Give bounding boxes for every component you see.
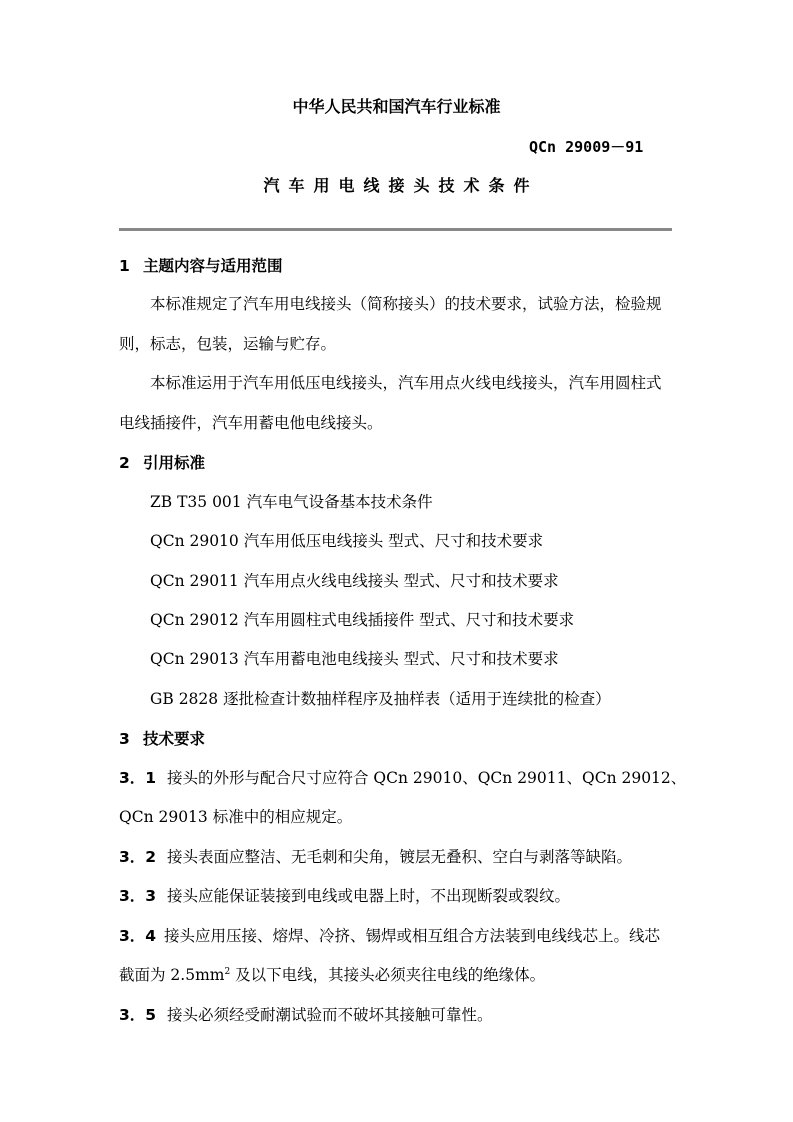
standard-org-title: 中华人民共和国汽车行业标准 [292, 97, 501, 116]
reference-item: QCn 29011 汽车用点火线电线接头 型式、尺寸和技术要求 [150, 572, 559, 590]
reference-item: ZB T35 001 汽车电气设备基本技术条件 [150, 493, 433, 511]
clause-number: 3．3 [119, 887, 157, 905]
section-number: 2 [119, 454, 130, 472]
clause-number: 3．4 [119, 927, 157, 945]
clause-3-5 [119, 1005, 493, 1025]
reference-item: QCn 29012 汽车用圆柱式电线插接件 型式、尺寸和技术要求 [150, 611, 575, 629]
clause-text: 接头应用压接、熔焊、冷挤、锡焊或相互组合方法装到电线线芯上。线芯 [164, 927, 661, 945]
section-3-heading [119, 729, 205, 749]
header-divider [119, 228, 672, 231]
clause-text-part: 及以下电线，其接头必须夹往电线的绝缘体。 [230, 966, 546, 984]
paragraph-line: 则，标志，包装，运输与贮存。 [119, 335, 337, 353]
document-title: 汽车用电线接头技术条件 [263, 176, 539, 195]
section-title: 技术要求 [143, 730, 206, 748]
section-title: 主题内容与适用范围 [143, 257, 283, 275]
clause-text: 接头应能保证装接到电线或电器上时，不出现断裂或裂纹。 [167, 887, 571, 905]
clause-continuation [119, 965, 545, 985]
clause-text: 接头必须经受耐潮试验而不破坏其接触可靠性。 [167, 1006, 493, 1024]
clause-text-part: 截面为 2.5mm [119, 966, 225, 984]
reference-item: QCn 29010 汽车用低压电线接头 型式、尺寸和技术要求 [150, 532, 544, 550]
section-title: 引用标准 [143, 454, 206, 472]
clause-number: 3．1 [119, 769, 157, 787]
clause-continuation: QCn 29013 标准中的相应规定。 [119, 808, 353, 826]
clause-3-2 [119, 847, 632, 867]
paragraph-line: 本标准运用于汽车用低压电线接头，汽车用点火线电线接头，汽车用圆柱式 [150, 374, 662, 392]
clause-number: 3．2 [119, 848, 157, 866]
section-2-heading [119, 453, 205, 473]
section-1-heading [119, 256, 283, 276]
clause-text: 接头的外形与配合尺寸应符合 QCn 29010、QCn 29011、QCn 29012、 [167, 769, 687, 787]
section-number: 3 [119, 730, 130, 748]
standard-number: QCn 29009－91 [529, 138, 644, 156]
clause-3-1 [119, 768, 686, 788]
reference-item: QCn 29013 汽车用蓄电池电线接头 型式、尺寸和技术要求 [150, 650, 559, 668]
section-number: 1 [119, 257, 130, 275]
reference-item: GB 2828 逐批检查计数抽样程序及抽样表（适用于连续批的检查） [150, 690, 611, 708]
clause-text: 接头表面应整洁、无毛刺和尖角，镀层无叠积、空白与剥落等缺陷。 [167, 848, 633, 866]
paragraph-line: 电线插接件，汽车用蓄电他电线接头。 [119, 414, 383, 432]
superscript: 2 [224, 966, 231, 977]
clause-3-4 [119, 926, 660, 946]
paragraph-line: 本标准规定了汽车用电线接头（简称接头）的技术要求，试验方法，检验规 [150, 295, 662, 313]
clause-3-3 [119, 886, 570, 906]
clause-number: 3．5 [119, 1006, 157, 1024]
